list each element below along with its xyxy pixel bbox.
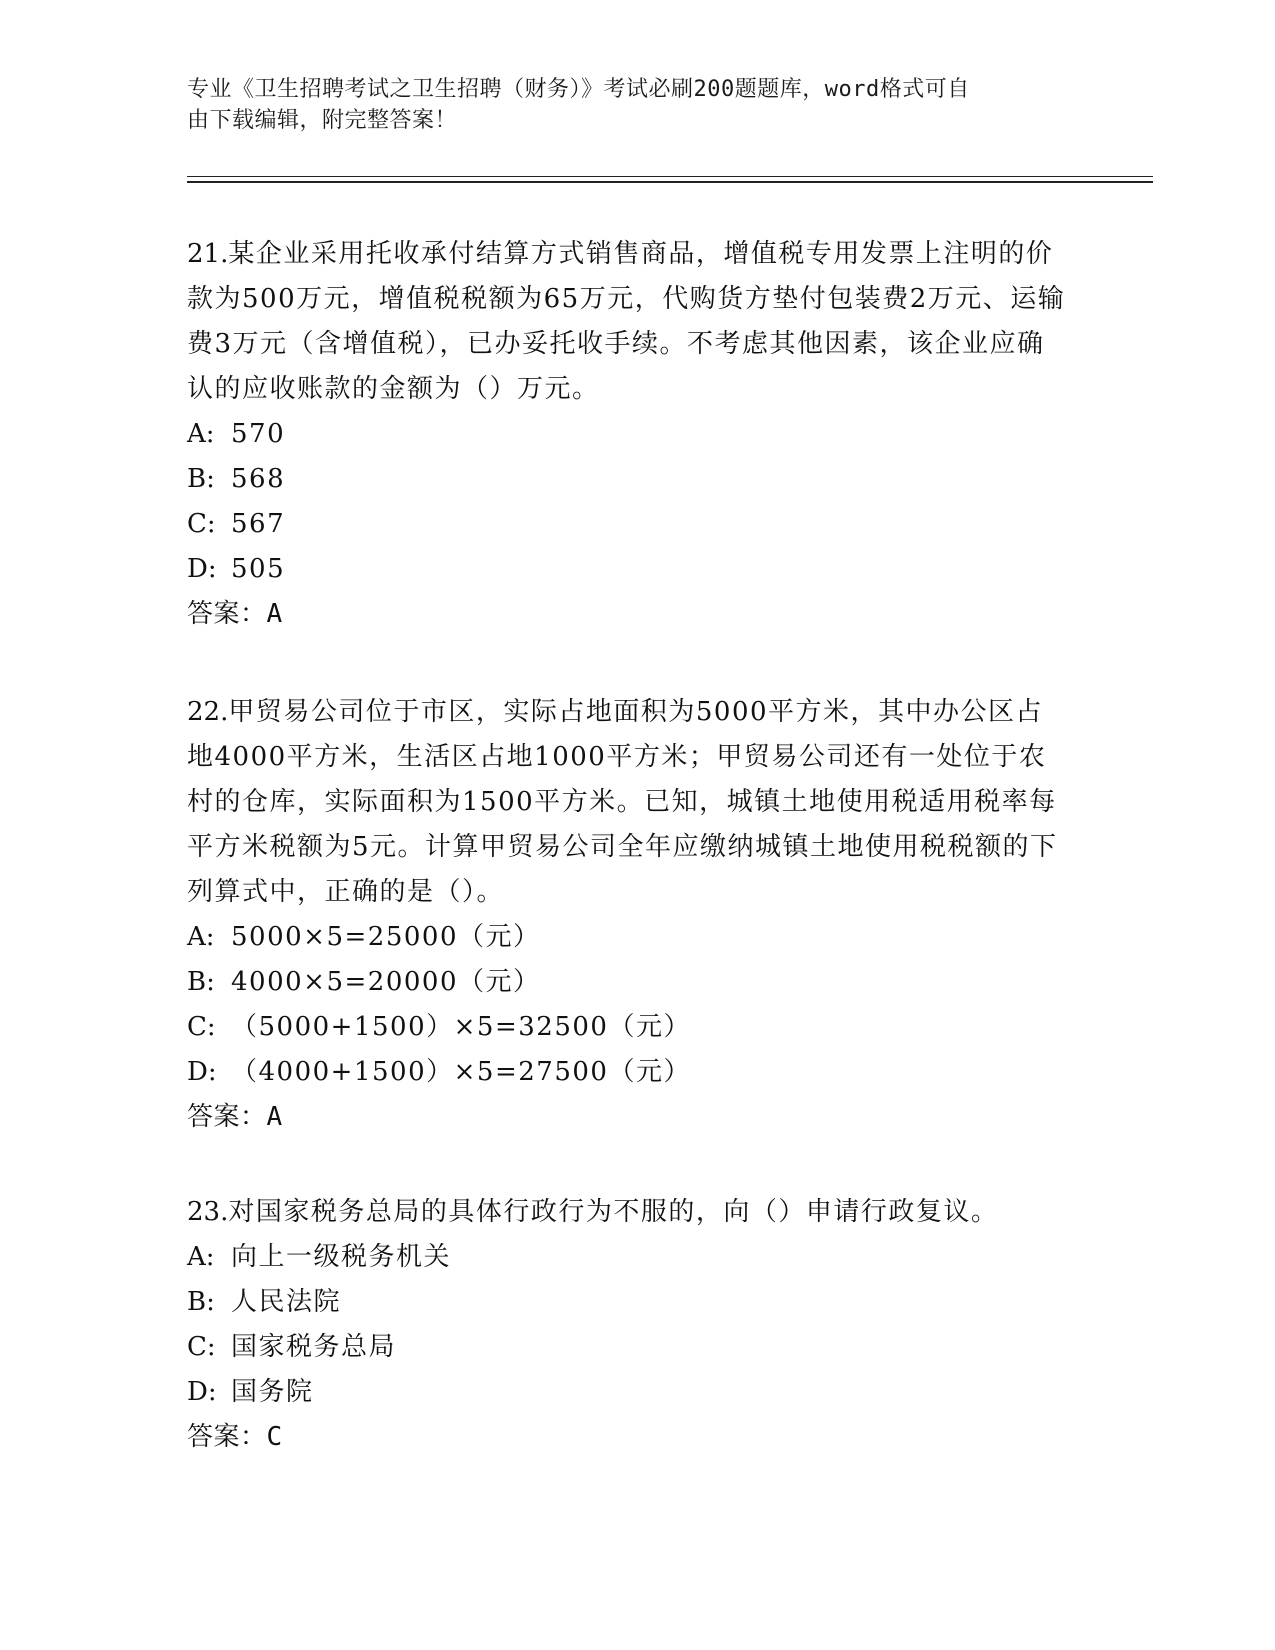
option-d xyxy=(187,1050,1067,1095)
option-b xyxy=(187,960,1067,1005)
question-text: 对国家税务总局的具体行政行为不服的，向（）申请行政复议。 xyxy=(228,1197,999,1227)
question-text: 甲贸易公司位于市区，实际占地面积为5000平方米，其中办公区占地4000平方米，生活区占地1000平方米；甲贸易公司还有一处位于农村的仓库，实际面积为1500平方米。已知，城镇土地使用税适用税率每平方米税额为5元。计算甲贸易公司全年应缴纳城镇土地使用税税额的下列算式中，正确的是（）。 xyxy=(187,697,1058,907)
question-22 xyxy=(187,690,1067,1140)
option-a xyxy=(187,412,1067,457)
question-text: 某企业采用托收承付结算方式销售商品，增值税专用发票上注明的价款为500万元，增值税税额为65万元，代购货方垫付包装费2万元、运输费3万元（含增值税），已办妥托收手续。不考虑其他因素，该企业应确认的应收账款的金额为（）万元。 xyxy=(187,239,1066,404)
option-text: 567 xyxy=(231,509,286,539)
option-letter: A: xyxy=(187,1242,215,1272)
option-b xyxy=(187,1280,1067,1325)
question-stem xyxy=(187,690,1067,915)
option-letter: B: xyxy=(187,1287,215,1317)
option-text: 国务院 xyxy=(231,1377,314,1407)
option-letter: A: xyxy=(187,419,215,449)
option-text: 5000×5=25000（元） xyxy=(231,922,541,952)
option-d xyxy=(187,547,1067,592)
option-letter: B: xyxy=(187,967,215,997)
option-letter: B: xyxy=(187,464,215,494)
question-21 xyxy=(187,232,1067,637)
header-divider-thick xyxy=(187,181,1153,183)
answer-line: 答案：C xyxy=(187,1422,283,1452)
option-letter: A: xyxy=(187,922,215,952)
option-c xyxy=(187,1325,1067,1370)
option-a xyxy=(187,1235,1067,1280)
option-letter: D: xyxy=(187,1377,217,1407)
option-letter: C: xyxy=(187,509,216,539)
question-23 xyxy=(187,1190,1067,1460)
answer-line: 答案：A xyxy=(187,599,283,629)
option-text: （5000+1500）×5=32500（元） xyxy=(231,1012,691,1042)
option-c xyxy=(187,1005,1067,1050)
question-number: 23. xyxy=(187,1197,229,1227)
option-b xyxy=(187,457,1067,502)
question-stem xyxy=(187,232,1067,412)
header-divider-thin xyxy=(187,176,1153,177)
option-letter: C: xyxy=(187,1332,216,1362)
option-text: 向上一级税务机关 xyxy=(231,1242,452,1272)
header-line-2: 由下载编辑，附完整答案！ xyxy=(187,108,458,133)
header-line-1: 专业《卫生招聘考试之卫生招聘（财务）》考试必刷200题题库，word格式可自 xyxy=(187,77,970,102)
option-text: 570 xyxy=(231,419,286,449)
option-letter: C: xyxy=(187,1012,216,1042)
question-number: 22. xyxy=(187,697,229,727)
option-d xyxy=(187,1370,1067,1415)
option-letter: D: xyxy=(187,1057,217,1087)
option-text: 505 xyxy=(231,554,286,584)
question-number: 21. xyxy=(187,239,229,269)
option-c xyxy=(187,502,1067,547)
option-text: （4000+1500）×5=27500（元） xyxy=(231,1057,691,1087)
option-letter: D: xyxy=(187,554,217,584)
option-a xyxy=(187,915,1067,960)
option-text: 4000×5=20000（元） xyxy=(231,967,541,997)
option-text: 人民法院 xyxy=(231,1287,342,1317)
document-header xyxy=(187,74,1077,136)
answer-line: 答案：A xyxy=(187,1102,283,1132)
option-text: 国家税务总局 xyxy=(231,1332,397,1362)
question-stem xyxy=(187,1190,1067,1235)
option-text: 568 xyxy=(231,464,286,494)
